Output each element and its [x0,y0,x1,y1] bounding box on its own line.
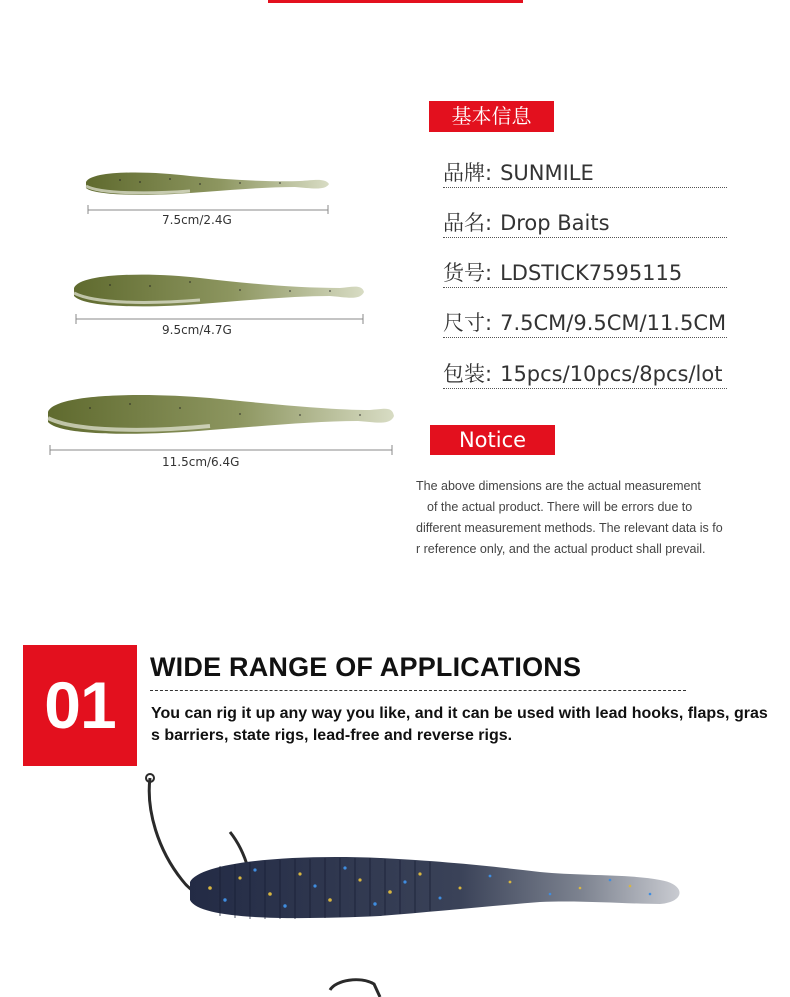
spec-key: 货号: [443,261,493,285]
description-line: s barriers, state rigs, lead-free and reverse rigs. [151,727,513,744]
notice-line: r reference only, and the actual product shall prevail. [416,542,706,556]
spec-row-brand [443,157,727,188]
notice-heading: Notice [430,425,555,455]
size-label-medium: 9.5cm/4.7G [162,323,232,337]
basic-info-heading: 基本信息 [429,101,554,132]
section-title: WIDE RANGE OF APPLICATIONS [150,652,582,682]
spec-row-package [443,358,727,389]
bait-large [48,395,394,455]
section-divider [150,690,686,691]
spec-key: 品名: [443,211,493,235]
spec-row-size [443,307,727,338]
spec-row-item-number [443,257,727,288]
second-hook [330,980,380,997]
rigged-bait-body [190,857,680,919]
spec-value: Drop Baits [500,211,610,235]
spec-key: 包装: [443,362,493,386]
rigged-bait-image [130,770,690,997]
notice-line: of the actual product. There will be errors due to [427,500,693,514]
notice-line: different measurement methods. The relevant data is fo [416,521,723,535]
section-description [151,703,768,747]
bait-illustrations [40,160,410,480]
notice-line: The above dimensions are the actual measurement [416,479,701,493]
bait-small [86,172,329,214]
spec-key: 尺寸: [443,311,493,335]
section-number-badge: 01 [23,645,137,766]
spec-value: 7.5CM/9.5CM/11.5CM [500,311,727,335]
spec-value: LDSTICK7595115 [500,261,683,285]
size-label-small: 7.5cm/2.4G [162,213,232,227]
spec-row-name [443,207,727,238]
top-divider-bar [268,0,523,3]
bait-medium [74,275,364,324]
notice-text [416,476,766,560]
description-line: You can rig it up any way you like, and it can be used with lead hooks, flaps, gras [151,705,768,722]
spec-value: SUNMILE [500,161,594,185]
spec-value: 15pcs/10pcs/8pcs/lot [500,362,723,386]
bait-size-chart [40,160,410,480]
size-label-large: 11.5cm/6.4G [162,455,240,469]
spec-key: 品牌: [443,161,493,185]
